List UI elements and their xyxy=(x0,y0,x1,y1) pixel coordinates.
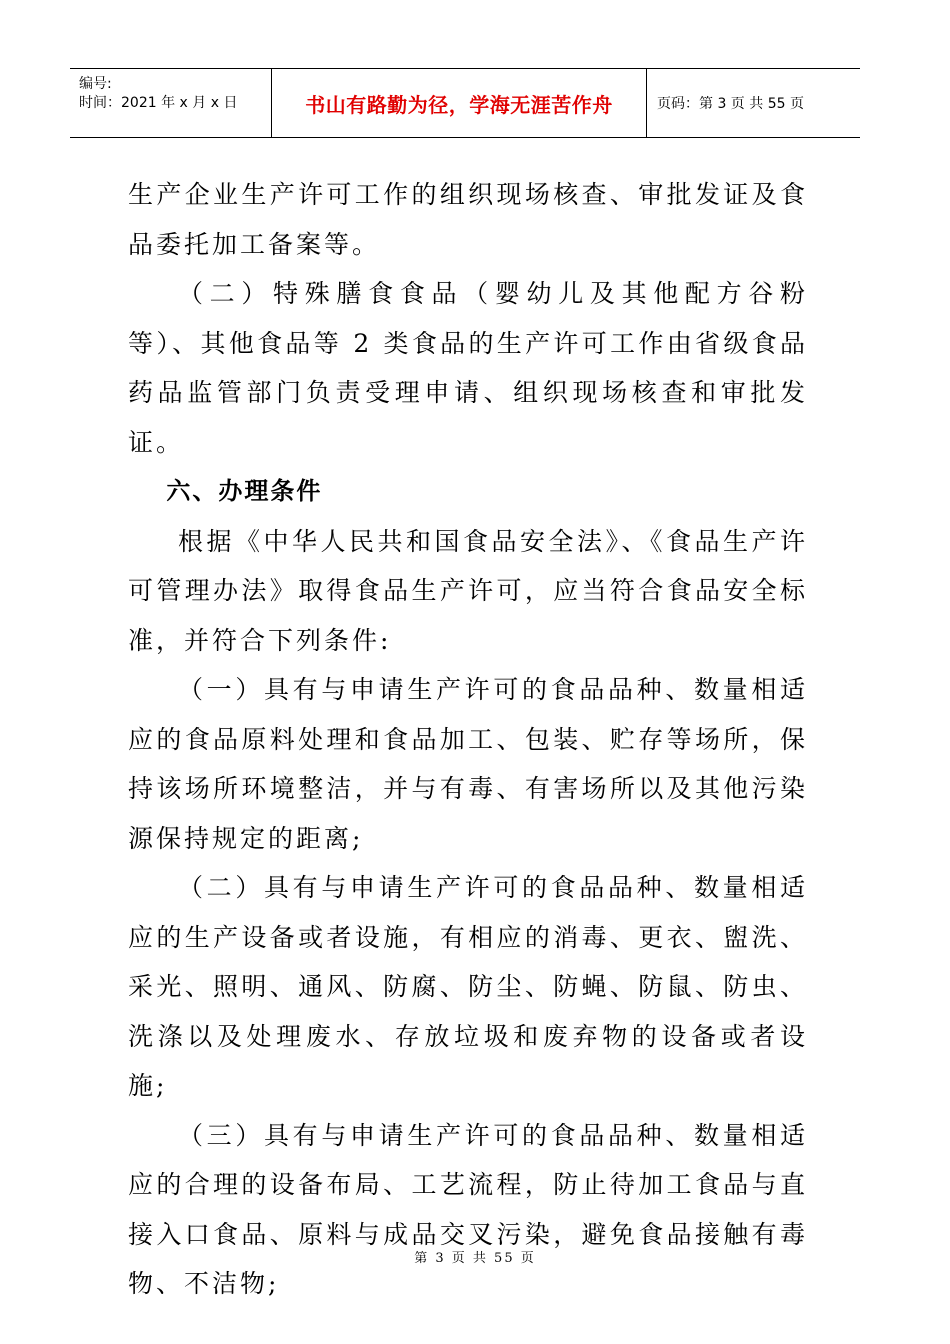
section-heading: 六、办理条件 xyxy=(166,477,323,505)
condition-item-3: （三）具有与申请生产许可的食品品种、数量相适应的合理的设备布局、工艺流程，防止待加工食品与直接入口食品、原料与成品交叉污染，避免食品接触有毒物、不洁物; xyxy=(128,1120,808,1298)
paragraph-intro: 根据《中华人民共和国食品安全法》、《食品生产许可管理办法》取得食品生产许可，应当符合食品安全标准，并符合下列条件: xyxy=(128,526,808,655)
document-number-label: 编号: xyxy=(79,76,112,92)
document-body xyxy=(128,170,808,1309)
condition-item-2: （二）具有与申请生产许可的食品品种、数量相适应的生产设备或者设施，有相应的消毒、更衣、盥洗、采光、照明、通风、防腐、防尘、防蝇、防鼠、防虫、洗涤以及处理废水、存放垃圾和废弃物的设备或者设施; xyxy=(128,873,808,1100)
header-motto: 书山有路勤为径，学海无涯苦作舟 xyxy=(271,69,647,137)
condition-item-1: （一）具有与申请生产许可的食品品种、数量相适应的食品原料处理和食品加工、包装、贮存等场所，保持该场所环境整洁，并与有毒、有害场所以及其他污染源保持规定的距离; xyxy=(128,675,808,853)
header-page-info: 页码：第 3 页 共 55 页 xyxy=(657,96,804,112)
header-meta xyxy=(70,69,271,137)
page-header xyxy=(70,68,860,138)
paragraph-item-2: （二）特殊膳食食品（婴幼儿及其他配方谷粉等）、其他食品等 2 类食品的生产许可工作由省级食品药品监管部门负责受理申请、组织现场核查和审批发证。 xyxy=(128,279,808,457)
paragraph-continuation: 生产企业生产许可工作的组织现场核查、审批发证及食品委托加工备案等。 xyxy=(128,180,808,259)
document-time-label: 时间：2021 年 x 月 x 日 xyxy=(79,95,238,111)
page-footer: 第 3 页 共 55 页 xyxy=(414,1251,536,1266)
